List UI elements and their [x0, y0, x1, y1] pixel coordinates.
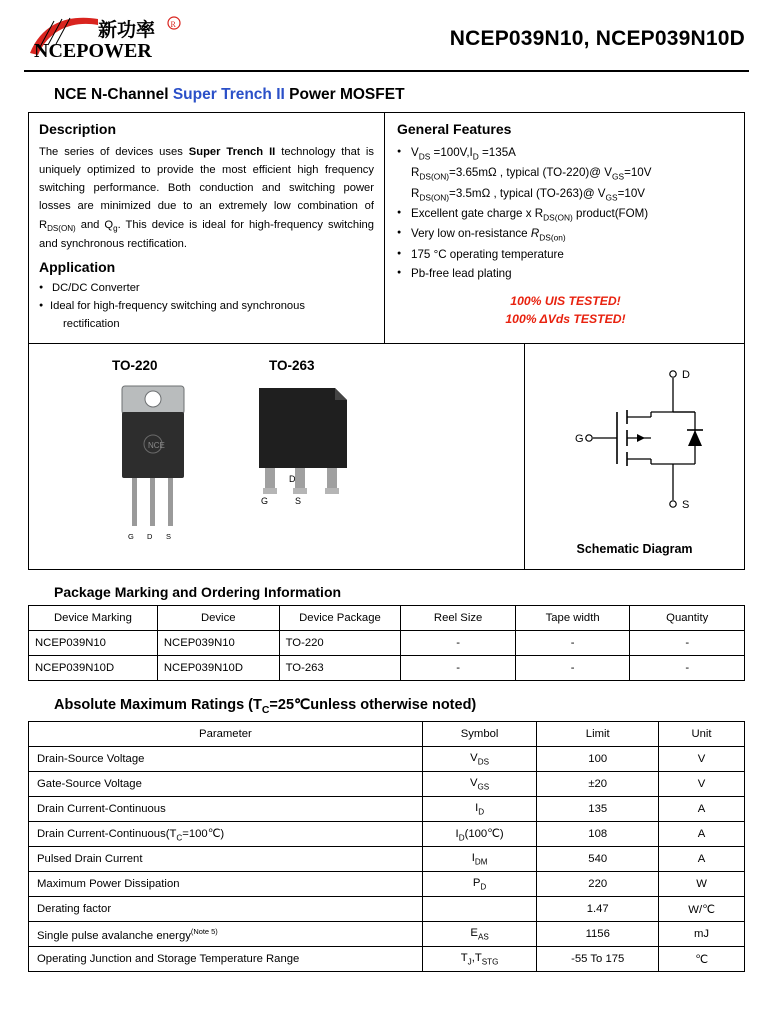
desc-sub-1: DS(ON) [47, 223, 76, 233]
cell-quantity: - [630, 631, 745, 656]
col-limit: Limit [537, 722, 659, 747]
svg-text:新功率: 新功率 [98, 19, 156, 41]
table-row [29, 872, 745, 897]
col-quantity: Quantity [630, 606, 745, 631]
sym-sub: J [467, 957, 472, 967]
table-row [29, 772, 745, 797]
sym-sub: DM [474, 857, 488, 867]
cell-parameter: Pulsed Drain Current [29, 847, 423, 872]
col-unit: Unit [659, 722, 745, 747]
feat2-mid: =3.65mΩ , typical (TO-220)@ V [449, 166, 612, 180]
sym-main: T [460, 952, 468, 965]
param-main: Drain Current-Continuous(T [37, 827, 177, 840]
svg-text:NCE: NCE [148, 441, 165, 451]
col-device-package: Device Package [279, 606, 401, 631]
feat1-pre: V [411, 146, 419, 159]
cell-unit: V [659, 747, 745, 772]
desc-text-bold: Super Trench II [188, 146, 276, 158]
title-accent: Super Trench II [172, 86, 285, 103]
dvds-tested-note: 100% ΔVds TESTED! [505, 311, 626, 326]
page-header [24, 0, 749, 68]
sym-main: E [470, 927, 478, 940]
cell-unit: A [659, 822, 745, 847]
sym-sub2: STG [481, 957, 499, 967]
mosfet-schematic-icon [555, 360, 745, 525]
sym-sub: GS [477, 782, 490, 792]
sym-main: V [470, 752, 478, 765]
part-number-title: NCEP039N10, NCEP039N10D [449, 27, 745, 50]
cell-tape-width: - [515, 631, 630, 656]
table-row [29, 747, 745, 772]
feat4-sub: DS(ON) [543, 212, 573, 223]
test-notes [397, 292, 734, 329]
cell-device-marking: NCEP039N10D [29, 656, 158, 681]
schematic-caption: Schematic Diagram [576, 542, 693, 557]
feat3-pre: R [411, 186, 420, 200]
feat1-sub: DS [418, 151, 431, 162]
table-header-row [29, 606, 745, 631]
cell-symbol [422, 822, 537, 847]
cell-parameter: Maximum Power Dissipation [29, 872, 423, 897]
table-row [29, 631, 745, 656]
feat1-sub2: D [472, 151, 479, 162]
param-sub: C [176, 832, 183, 842]
cell-quantity: - [630, 656, 745, 681]
sym-main: P [472, 877, 481, 890]
features-heading: General Features [397, 121, 512, 137]
sym-sub: D [480, 882, 487, 892]
cell-package: TO-220 [279, 631, 401, 656]
cell-unit: A [659, 847, 745, 872]
cell-unit: W [659, 872, 745, 897]
cell-limit: 1156 [537, 922, 659, 947]
sym-post: (100℃) [464, 827, 504, 840]
to263-pin-g-label: G [261, 496, 269, 507]
cell-symbol [422, 797, 537, 822]
description-column [29, 113, 385, 343]
description-features-box [28, 112, 745, 344]
cell-unit: W/℃ [659, 897, 745, 922]
package-photos [29, 344, 525, 569]
feature-item-fom [397, 204, 734, 224]
svg-text:S: S [166, 532, 172, 542]
sym-sub: DS [477, 757, 489, 767]
to263-package-image [239, 382, 389, 522]
feature-item-rdson-220 [397, 163, 734, 183]
feat4-pre: Excellent gate charge x R [411, 207, 544, 221]
table-header-row [29, 722, 745, 747]
cell-symbol [422, 897, 537, 922]
cell-limit: 135 [537, 797, 659, 822]
cell-reel-size: - [401, 656, 516, 681]
cell-limit: 540 [537, 847, 659, 872]
absolute-maximum-ratings-table [28, 721, 745, 972]
feat2-sub2: GS [612, 171, 625, 182]
sym-sub: D [458, 832, 465, 842]
cell-device-marking: NCEP039N10 [29, 631, 158, 656]
cell-parameter: Drain-Source Voltage [29, 747, 423, 772]
cell-symbol [422, 747, 537, 772]
feat2-post: =10V [624, 166, 652, 180]
sym-main: I [455, 827, 459, 840]
application-item [39, 297, 374, 333]
svg-text:R: R [170, 20, 176, 29]
sym-mid: ,T [471, 952, 482, 965]
feat5-em: R [530, 227, 540, 241]
feat2-sub: DS(ON) [419, 171, 450, 182]
application-item-text-cont: rectification [63, 318, 120, 331]
svg-text:S: S [682, 499, 690, 512]
svg-text:NCEPOWER: NCEPOWER [34, 40, 152, 62]
cell-package: TO-263 [279, 656, 401, 681]
table-row [29, 656, 745, 681]
to263-pin-d-label: D [289, 474, 296, 485]
col-tape-width: Tape width [515, 606, 630, 631]
ordering-table [28, 605, 745, 681]
title-part-1: NCE N-Channel [54, 86, 173, 103]
col-symbol: Symbol [422, 722, 537, 747]
cell-device: NCEP039N10 [157, 631, 279, 656]
feat4-post: product(FOM) [572, 207, 649, 221]
table-row [29, 797, 745, 822]
to263-label: TO-263 [269, 358, 315, 374]
to263-pin-s-label: S [295, 496, 302, 507]
application-list [39, 279, 374, 333]
application-item-text: Ideal for high-frequency switching and synchronous [50, 300, 305, 313]
desc-sub-2: g [113, 223, 118, 233]
sym-sub: D [478, 807, 485, 817]
table-row [29, 822, 745, 847]
sym-main: I [475, 802, 479, 815]
col-reel-size: Reel Size [401, 606, 516, 631]
uis-tested-note: 100% UIS TESTED! [510, 293, 621, 308]
application-heading: Application [39, 258, 116, 275]
to220-package-image [84, 382, 234, 547]
header-divider [24, 70, 749, 72]
table-row [29, 897, 745, 922]
cell-tape-width: - [515, 656, 630, 681]
cell-limit: 108 [537, 822, 659, 847]
cell-parameter [29, 822, 423, 847]
ratings-heading-sub: C [261, 705, 270, 717]
feat5-pre: Very low on-resistance [411, 227, 531, 241]
cell-symbol [422, 922, 537, 947]
features-list [397, 143, 734, 284]
cell-limit: -55 To 175 [537, 947, 659, 972]
cell-limit: 100 [537, 747, 659, 772]
cell-parameter: Gate-Source Voltage [29, 772, 423, 797]
features-column [385, 113, 744, 343]
cell-symbol [422, 772, 537, 797]
feature-item-pbfree: ● Pb-free lead plating [397, 264, 734, 283]
cell-symbol [422, 847, 537, 872]
feature-item-temp: ● 175 °C operating temperature [397, 245, 734, 264]
sym-main: V [469, 777, 478, 790]
feat3-post: =10V [617, 186, 646, 200]
feat2-pre: R [411, 166, 420, 180]
cell-symbol [422, 872, 537, 897]
ordering-heading: Package Marking and Ordering Information [54, 584, 342, 601]
feature-item-rdson-263 [397, 184, 734, 204]
ratings-heading [54, 697, 749, 716]
cell-symbol [422, 947, 537, 972]
logo-graphic [24, 13, 229, 65]
nce-power-logo [24, 13, 229, 65]
ratings-heading-a: Absolute Maximum Ratings (T [54, 697, 262, 714]
col-device: Device [157, 606, 279, 631]
svg-text:D: D [147, 532, 153, 542]
feature-item-low-ron [397, 224, 734, 244]
svg-text:D: D [682, 369, 690, 382]
description-text [39, 143, 374, 253]
cell-device: NCEP039N10D [157, 656, 279, 681]
col-device-marking: Device Marking [29, 606, 158, 631]
cell-parameter: Derating factor [29, 897, 423, 922]
cell-unit: ℃ [659, 947, 745, 972]
param-main: Single pulse avalanche energy [37, 929, 191, 942]
feat1-mid: =100V,I [430, 146, 473, 159]
ratings-heading-b: =25℃unless otherwise noted) [269, 697, 477, 714]
cell-parameter: Drain Current-Continuous [29, 797, 423, 822]
schematic-panel [525, 344, 744, 569]
feat3-sub: DS(ON) [419, 192, 450, 202]
to220-label: TO-220 [112, 358, 158, 374]
package-diagram-box [28, 344, 745, 570]
param-post: =100℃) [182, 827, 225, 840]
cell-unit: A [659, 797, 745, 822]
table-row [29, 847, 745, 872]
cell-reel-size: - [401, 631, 516, 656]
feat1-post: =135A [478, 146, 516, 159]
cell-unit: V [659, 772, 745, 797]
cell-limit: 1.47 [537, 897, 659, 922]
cell-limit: 220 [537, 872, 659, 897]
feat3-mid: =3.5mΩ , typical (TO-263)@ V [449, 186, 606, 200]
desc-text-e: . This device is ideal for high-frequency switching and synchronous rectification. [39, 218, 374, 250]
sym-main: I [471, 852, 475, 865]
col-parameter: Parameter [29, 722, 423, 747]
desc-text-c: technology that is uniquely optimized to provide the most efficient high frequency switching performance. Both conduction and switching power losses are minimized due to an extremely low combination of R [39, 146, 375, 231]
svg-text:G: G [575, 433, 584, 446]
title-part-2: Power MOSFET [284, 86, 405, 103]
description-heading: Description [39, 121, 117, 137]
table-row [29, 922, 745, 947]
cell-parameter [29, 922, 423, 947]
table-row [29, 947, 745, 972]
application-item: ● DC/DC Converter [39, 279, 374, 297]
feat3-sub2: GS [605, 192, 618, 202]
page-title [54, 86, 749, 104]
desc-text-a: The series of devices uses [39, 146, 189, 158]
feat5-sub: DS(on) [539, 232, 566, 243]
desc-text-d: and Q [75, 218, 114, 231]
svg-text:G: G [128, 532, 134, 542]
cell-unit: mJ [659, 922, 745, 947]
cell-limit: ±20 [537, 772, 659, 797]
feature-item-vds [397, 143, 734, 163]
param-note: (Note 5) [190, 926, 218, 936]
cell-parameter: Operating Junction and Storage Temperature Range [29, 947, 423, 972]
sym-sub: AS [477, 932, 489, 942]
